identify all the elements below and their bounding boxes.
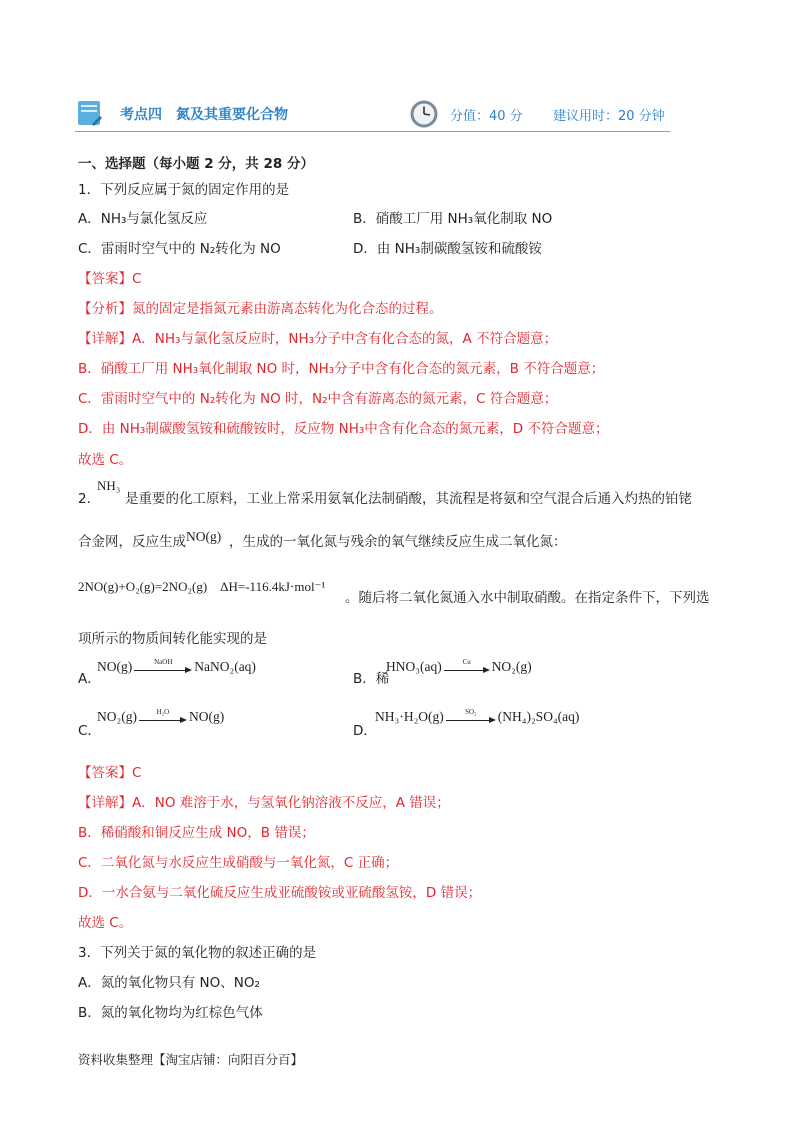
q2-option-c-label: C． [78,723,101,739]
reaction-arrow [444,657,490,675]
q2-detail-b: B．稀硝酸和铜反应生成 NO，B 错误； [78,825,315,841]
reactant: NO(g) [97,659,133,674]
q1-answer: 【答案】C [78,271,142,287]
q3-option-a: A．氮的氧化物只有 NO、NO₂ [78,975,260,991]
q2-number: 2． [78,491,101,507]
product: NO₂(g) [491,659,532,674]
q2-conclusion: 故选 C。 [78,915,133,931]
q1-detail-c: C．雷雨时空气中的 N₂转化为 NO 时，N₂中含有游离态的氮元素，C 符合题意； [78,391,558,407]
product: NaNO₂(aq) [194,659,256,674]
q1-option-c: C．雷雨时空气中的 N₂转化为 NO [78,241,281,257]
q1-detail-d: D．由 NH₃制碳酸氢铵和硫酸铵时，反应物 NH₃中含有化合态的氮元素，D 不符合题意； [78,421,609,437]
reactant: NH₃⋅H₂O(g) [375,709,444,724]
q2-stem-line2b: ，生成的一氧化氮与残余的氧气继续反应生成二氧化氮： [229,534,567,550]
reaction-arrow [134,657,192,675]
q2-option-a-equation [97,659,256,675]
q2-option-a-label: A． [78,671,101,687]
reaction-condition: Cu [462,657,471,666]
page-title: 考点四 氮及其重要化合物 [120,107,288,123]
q2-stem-line3: 。随后将二氧化氮通入水中制取硝酸。在指定条件下，下列选 [345,590,710,606]
q1-analysis: 【分析】氮的固定是指氮元素由游离态转化为化合态的过程。 [78,301,443,317]
reactant: HNO₃(aq) [386,659,442,674]
reaction-arrow [446,707,496,725]
q2-stem-line1: 是重要的化工原料，工业上常采用氨氧化法制硝酸，其流程是将氨和空气混合后通入灼热的铂铑 [125,491,692,507]
q2-no-g: NO(g) [186,529,222,544]
q2-detail-a: 【详解】A．NO 难溶于水，与氢氧化钠溶液不反应，A 错误； [78,795,450,811]
q1-option-a: A．NH₃与氯化氢反应 [78,211,208,227]
header-divider [75,131,670,132]
q2-detail-d: D．一水合氨与二氧化硫反应生成亚硫酸铵或亚硫酸氢铵，D 错误； [78,885,482,901]
q2-option-b-label: B．稀 [353,671,390,687]
q2-option-c-equation [97,709,224,725]
q3-stem: 3．下列关于氮的氧化物的叙述正确的是 [78,945,317,961]
q2-nh3: NH₃ [97,478,121,493]
footer-source: 资料收集整理【淘宝店铺：向阳百分百】 [78,1052,304,1067]
reaction-condition: SO₂ [465,707,477,716]
time-label: 建议用时：20 分钟 [553,109,665,124]
reaction-arrow [139,707,187,725]
q2-option-d-label: D． [353,723,377,739]
q2-option-d-equation [375,709,579,725]
score-label: 分值：40 分 [450,109,523,124]
q1-detail-a: 【详解】A．NH₃与氯化氢反应时，NH₃分子中含有化合态的氮，A 不符合题意； [78,331,558,347]
q2-answer: 【答案】C [78,765,142,781]
q2-stem-line4: 项所示的物质间转化能实现的是 [78,631,267,647]
q2-detail-c: C．二氧化氮与水反应生成硝酸与一氧化氮，C 正确； [78,855,399,871]
q1-stem: 1．下列反应属于氮的固定作用的是 [78,182,290,198]
product: NO(g) [188,709,225,724]
q2-stem-line2a: 合金网，反应生成 [78,534,186,550]
q3-option-b: B．氮的氧化物均为红棕色气体 [78,1005,263,1021]
reaction-condition: NaOH [154,657,173,666]
q2-equation: 2NO(g)+O₂(g)=2NO₂(g) ΔH=-116.4kJ⋅mol⁻¹ [78,579,326,594]
q1-option-b: B．硝酸工厂用 NH₃氧化制取 NO [353,211,553,227]
q2-option-b-equation [386,659,532,675]
clock-icon [409,99,439,129]
section-title: 一、选择题（每小题 2 分，共 28 分） [78,156,314,172]
q1-detail-b: B．硝酸工厂用 NH₃氧化制取 NO 时，NH₃分子中含有化合态的氮元素，B 不符合题意； [78,361,605,377]
q1-option-d: D．由 NH₃制碳酸氢铵和硫酸铵 [353,241,542,257]
reactant: NO₂(g) [97,709,137,724]
reaction-condition: H₂O [156,707,170,716]
notebook-icon [77,99,103,127]
q1-conclusion: 故选 C。 [78,452,133,468]
product: (NH₄)₂SO₄(aq) [497,709,580,724]
